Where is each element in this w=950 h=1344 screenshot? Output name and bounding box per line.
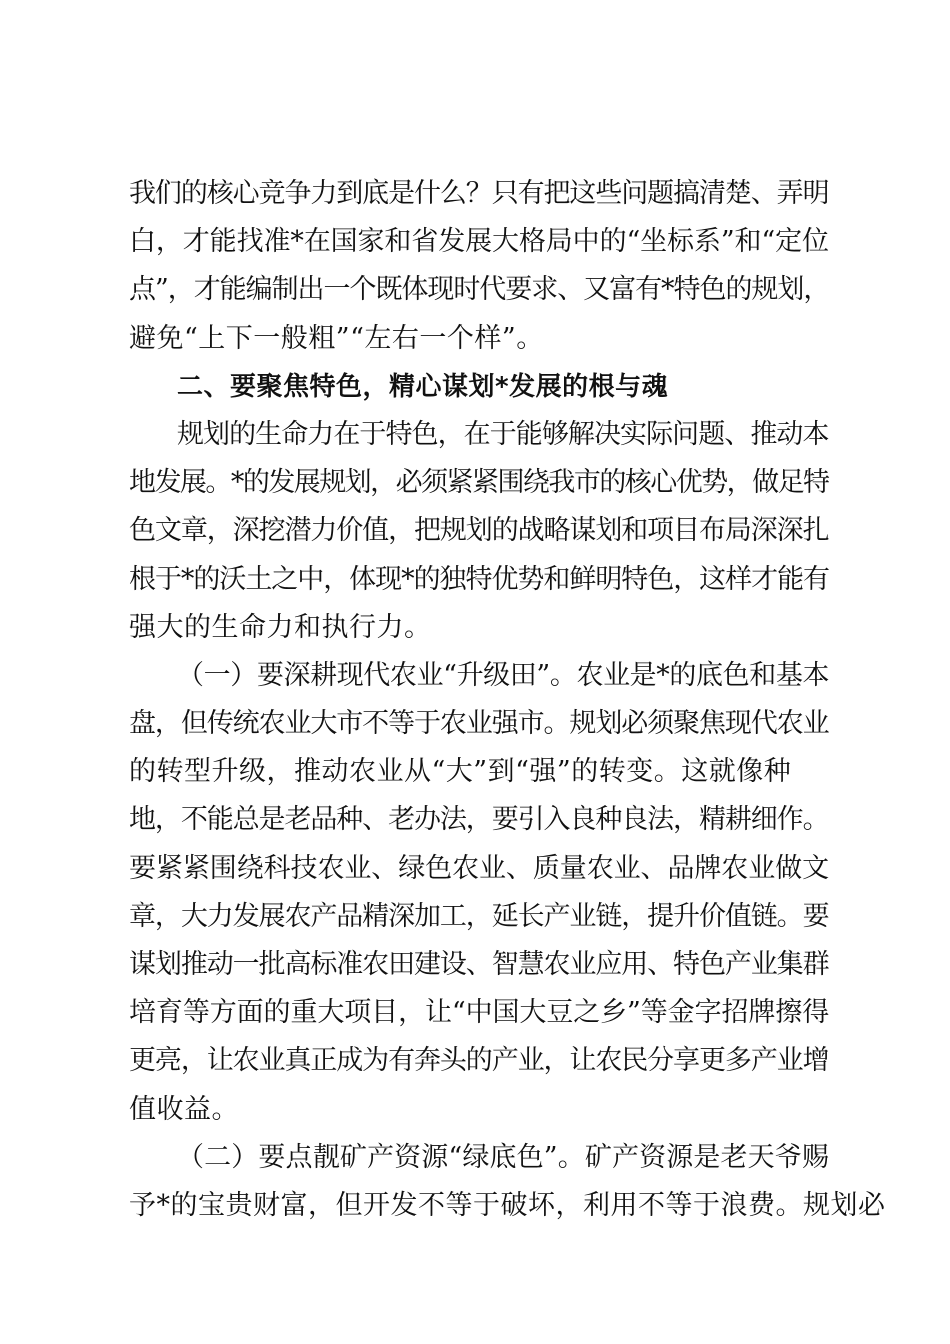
paragraph-line: 色文章，深挖潜力价值，把规划的战略谋划和项目布局深深扎 (129, 515, 829, 547)
paragraph-line: 盘，但传统农业大市不等于农业强市。规划必须聚焦现代农业 (129, 708, 829, 740)
paragraph-line: 强大的生命力和执行力。 (129, 611, 432, 643)
paragraph-line: 点”，才能编制出一个既体现时代要求、又富有*特色的规划， (129, 274, 830, 306)
paragraph-line: （一）要深耕现代农业“升级田”。农业是*的底色和基本 (177, 659, 830, 691)
document-body (129, 170, 886, 1230)
paragraph-line: （二）要点靓矿产资源“绿底色”。矿产资源是老天爷赐 (177, 1141, 830, 1173)
paragraph-line: 章，大力发展农产品精深加工，延长产业链，提升价值链。要 (129, 900, 829, 932)
paragraph-line: 白，才能找准*在国家和省发展大格局中的“坐标系”和“定位 (129, 226, 829, 258)
paragraph-line: 更亮，让农业真正成为有奔头的产业，让农民分享更多产业增 (129, 1045, 829, 1077)
paragraph-line: 规划的生命力在于特色，在于能够解决实际问题、推动本 (177, 418, 829, 450)
paragraph-line: 培育等方面的重大项目，让“中国大豆之乡”等金字招牌擦得 (129, 997, 830, 1029)
section-heading: 二、要聚焦特色，精心谋划*发展的根与魂 (177, 371, 669, 402)
paragraph-line: 的转型升级，推动农业从“大”到“强”的转变。这就像种 (129, 756, 792, 788)
paragraph-line: 要紧紧围绕科技农业、绿色农业、质量农业、品牌农业做文 (129, 852, 829, 884)
paragraph-line: 值收益。 (129, 1093, 239, 1125)
paragraph-line: 我们的核心竞争力到底是什么？只有把这些问题搞清楚、弄明 (129, 178, 829, 209)
paragraph-line: 地发展。*的发展规划，必须紧紧围绕我市的核心优势，做足特 (129, 467, 829, 499)
paragraph-line: 避免“上下一般粗”“左右一个样”。 (129, 322, 544, 354)
paragraph-line: 谋划推动一批高标准农田建设、智慧农业应用、特色产业集群 (129, 949, 829, 980)
paragraph-line: 根于*的沃土之中，体现*的独特优势和鲜明特色，这样才能有 (129, 563, 829, 595)
paragraph-line: 予*的宝贵财富，但开发不等于破坏，利用不等于浪费。规划必 (129, 1189, 886, 1221)
paragraph-line: 地，不能总是老品种、老办法，要引入良种良法，精耕细作。 (129, 804, 829, 836)
